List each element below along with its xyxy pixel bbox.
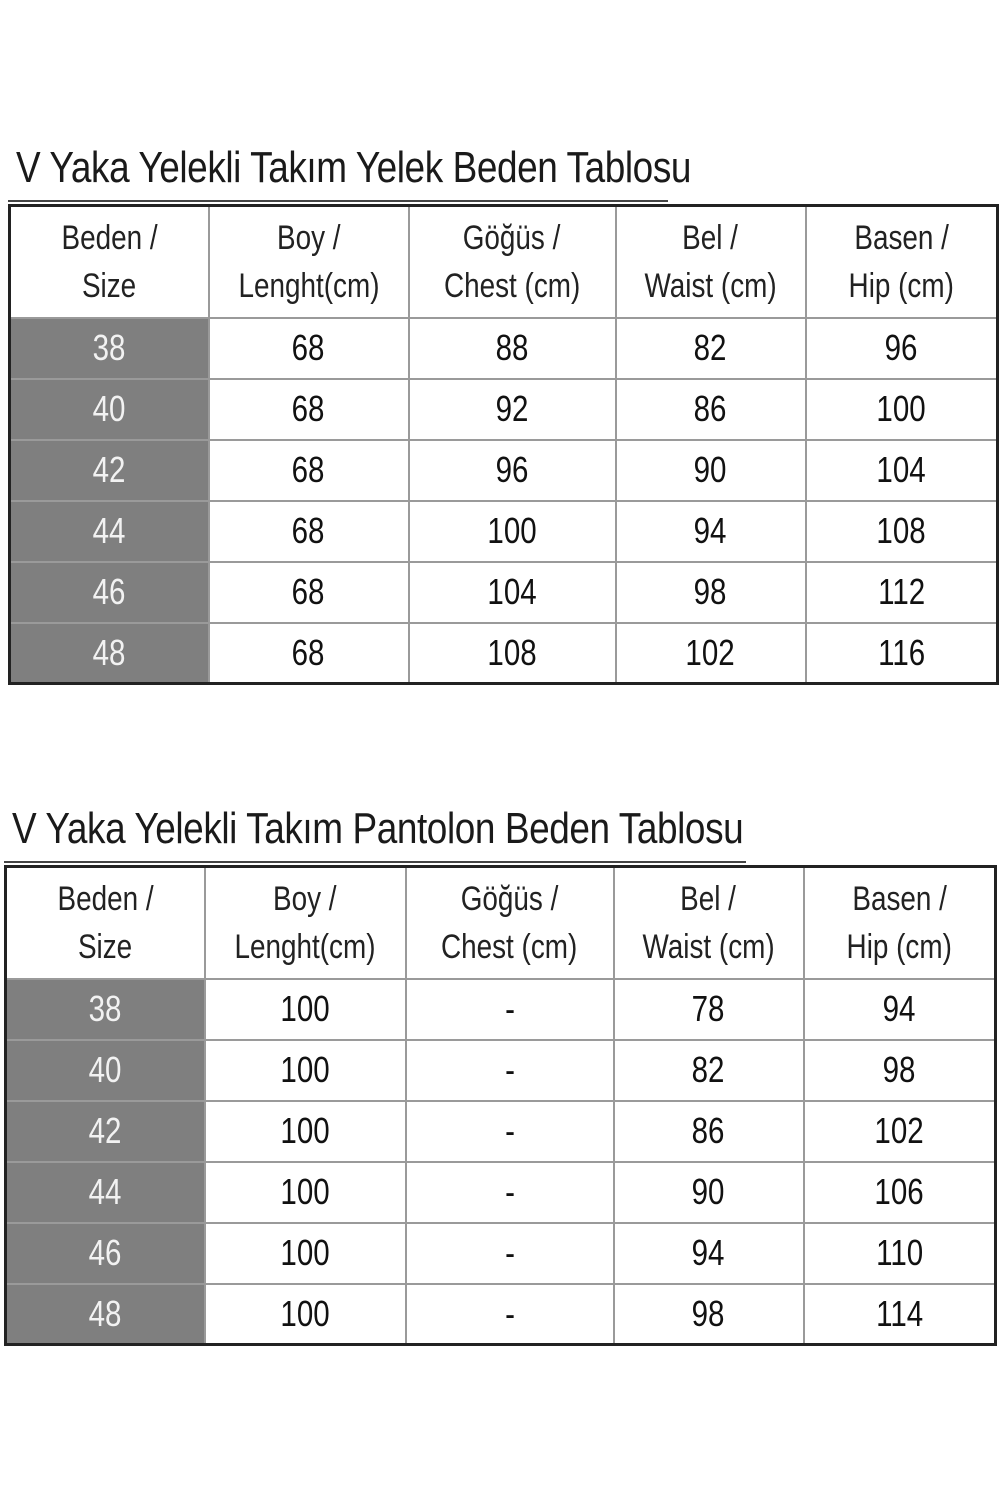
waist-value: 94 <box>692 1232 725 1273</box>
header-length-line2: Lenght(cm) <box>237 266 380 305</box>
table-row <box>10 379 998 440</box>
chest-value: - <box>504 1292 515 1334</box>
chest-value: - <box>504 1049 515 1090</box>
table-row <box>10 623 998 684</box>
chest-cell <box>409 562 616 623</box>
size-cell <box>10 379 209 440</box>
hip-value: 102 <box>874 1110 924 1151</box>
chest-value: - <box>504 1171 515 1212</box>
waist-value: 98 <box>692 1292 725 1334</box>
header-hip-line1: Basen / <box>853 218 949 257</box>
chest-value: 96 <box>495 449 529 490</box>
size-cell <box>6 979 205 1040</box>
table-row <box>6 1101 996 1162</box>
chest-cell <box>406 1284 614 1345</box>
size-cell <box>10 562 209 623</box>
header-size-line2: Size <box>78 927 133 966</box>
hip-value: 104 <box>876 449 926 490</box>
table-row <box>6 979 996 1040</box>
chest-cell <box>406 1162 614 1223</box>
length-cell <box>209 501 409 562</box>
size-cell <box>6 1040 205 1101</box>
chest-cell <box>409 501 616 562</box>
vest-title-underline <box>8 200 668 202</box>
header-hip-line2: Hip (cm) <box>846 927 952 966</box>
length-value: 100 <box>280 988 330 1029</box>
hip-cell <box>804 1162 996 1223</box>
header-chest-line2: Chest (cm) <box>443 266 581 305</box>
length-cell <box>205 1101 406 1162</box>
hip-value: 100 <box>876 388 926 429</box>
header-hip-line2: Hip (cm) <box>848 266 954 305</box>
header-chest-line2: Chest (cm) <box>441 927 578 966</box>
length-value: 100 <box>280 1232 330 1273</box>
hip-value: 108 <box>876 510 926 551</box>
chest-value: 108 <box>487 631 537 673</box>
header-length-line1: Boy / <box>273 879 337 918</box>
size-value: 42 <box>92 449 126 490</box>
waist-value: 82 <box>694 327 727 368</box>
vest-size-section <box>0 0 1000 700</box>
hip-value: 114 <box>875 1292 923 1334</box>
length-cell <box>209 623 409 684</box>
size-value: 38 <box>88 988 122 1029</box>
waist-cell <box>616 501 806 562</box>
header-waist <box>614 867 804 979</box>
header-hip <box>806 206 998 318</box>
table-row <box>6 1040 996 1101</box>
chest-cell <box>406 979 614 1040</box>
header-size <box>6 867 205 979</box>
waist-cell <box>614 1284 804 1345</box>
chest-cell <box>409 623 616 684</box>
hip-value: 110 <box>875 1232 923 1273</box>
waist-value: 90 <box>694 449 727 490</box>
header-chest <box>409 206 616 318</box>
size-value: 44 <box>92 510 126 551</box>
table-row <box>6 1284 996 1345</box>
chest-value: 104 <box>487 571 537 612</box>
hip-value: 106 <box>874 1171 924 1212</box>
chest-cell <box>409 440 616 501</box>
waist-value: 86 <box>694 388 727 429</box>
waist-value: 102 <box>685 631 736 673</box>
length-value: 68 <box>292 327 325 368</box>
chest-value: - <box>504 1110 515 1151</box>
table-row <box>10 562 998 623</box>
length-value: 68 <box>292 449 325 490</box>
pants-size-section <box>0 700 1000 1400</box>
length-cell <box>205 979 406 1040</box>
header-length-line2: Lenght(cm) <box>234 927 376 966</box>
hip-cell <box>804 979 996 1040</box>
header-size-line1: Beden / <box>57 879 154 918</box>
waist-value: 86 <box>692 1110 725 1151</box>
header-length <box>205 867 406 979</box>
header-hip <box>804 867 996 979</box>
chest-cell <box>406 1223 614 1284</box>
table-row <box>10 501 998 562</box>
header-chest-line1: Göğüs / <box>460 879 559 918</box>
chest-value: - <box>504 988 515 1029</box>
waist-cell <box>614 1223 804 1284</box>
size-value: 48 <box>92 631 126 673</box>
pants-table-title: V Yaka Yelekli Takım Pantolon Beden Tablosu <box>12 804 744 853</box>
hip-cell <box>804 1040 996 1101</box>
length-value: 68 <box>292 571 325 612</box>
hip-cell <box>804 1223 996 1284</box>
header-hip-line1: Basen / <box>851 879 947 918</box>
vest-header-row <box>10 206 998 318</box>
header-waist-line1: Bel / <box>680 879 737 918</box>
length-cell <box>205 1223 406 1284</box>
table-row <box>10 318 998 379</box>
vest-table-title: V Yaka Yelekli Takım Yelek Beden Tablosu <box>16 143 692 192</box>
header-length <box>209 206 409 318</box>
header-length-line1: Boy / <box>276 218 341 257</box>
length-value: 100 <box>280 1110 330 1151</box>
size-value: 38 <box>92 327 126 368</box>
header-size-line2: Size <box>82 266 137 305</box>
length-value: 100 <box>280 1171 330 1212</box>
size-value: 48 <box>88 1292 122 1334</box>
waist-cell <box>614 1162 804 1223</box>
header-size-line1: Beden / <box>61 218 158 257</box>
header-waist-line2: Waist (cm) <box>642 927 775 966</box>
waist-cell <box>614 1101 804 1162</box>
waist-cell <box>614 979 804 1040</box>
hip-cell <box>806 623 998 684</box>
size-cell <box>10 623 209 684</box>
header-chest-line1: Göğüs / <box>463 218 561 257</box>
length-cell <box>209 379 409 440</box>
length-cell <box>209 318 409 379</box>
chest-cell <box>409 379 616 440</box>
waist-value: 82 <box>692 1049 725 1090</box>
table-row <box>10 440 998 501</box>
length-cell <box>205 1162 406 1223</box>
size-cell <box>10 440 209 501</box>
header-size <box>10 206 209 318</box>
size-value: 42 <box>88 1110 122 1151</box>
waist-cell <box>616 440 806 501</box>
waist-cell <box>616 379 806 440</box>
size-value: 44 <box>88 1171 122 1212</box>
size-value: 46 <box>88 1232 122 1273</box>
size-cell <box>10 318 209 379</box>
size-cell <box>10 501 209 562</box>
hip-cell <box>806 379 998 440</box>
length-value: 100 <box>280 1292 330 1334</box>
length-value: 68 <box>292 388 325 429</box>
length-cell <box>209 562 409 623</box>
waist-value: 90 <box>692 1171 725 1212</box>
length-value: 100 <box>280 1049 330 1090</box>
header-chest <box>406 867 614 979</box>
hip-value: 94 <box>882 988 916 1029</box>
header-waist <box>616 206 806 318</box>
hip-value: 116 <box>877 631 925 673</box>
table-row <box>6 1223 996 1284</box>
length-value: 68 <box>292 631 325 673</box>
size-cell <box>6 1162 205 1223</box>
size-cell <box>6 1101 205 1162</box>
length-cell <box>205 1040 406 1101</box>
length-cell <box>205 1284 406 1345</box>
size-cell <box>6 1284 205 1345</box>
hip-cell <box>806 318 998 379</box>
vest-size-table <box>8 204 999 685</box>
pants-header-row <box>6 867 996 979</box>
hip-cell <box>806 440 998 501</box>
hip-value: 112 <box>877 571 925 612</box>
size-value: 40 <box>92 388 126 429</box>
hip-cell <box>806 562 998 623</box>
length-cell <box>209 440 409 501</box>
chest-cell <box>409 318 616 379</box>
chest-cell <box>406 1101 614 1162</box>
chest-value: - <box>504 1232 515 1273</box>
hip-cell <box>804 1101 996 1162</box>
hip-cell <box>806 501 998 562</box>
chest-value: 100 <box>487 510 537 551</box>
table-row <box>6 1162 996 1223</box>
waist-cell <box>614 1040 804 1101</box>
hip-value: 96 <box>884 327 918 368</box>
size-cell <box>6 1223 205 1284</box>
waist-cell <box>616 623 806 684</box>
hip-cell <box>804 1284 996 1345</box>
waist-cell <box>616 562 806 623</box>
header-waist-line2: Waist (cm) <box>644 266 777 305</box>
hip-value: 98 <box>882 1049 916 1090</box>
header-waist-line1: Bel / <box>682 218 739 257</box>
size-value: 40 <box>88 1049 122 1090</box>
pants-title-underline <box>4 861 746 863</box>
chest-cell <box>406 1040 614 1101</box>
waist-value: 78 <box>692 988 725 1029</box>
waist-value: 94 <box>694 510 727 551</box>
waist-cell <box>616 318 806 379</box>
chest-value: 92 <box>495 388 529 429</box>
size-value: 46 <box>92 571 126 612</box>
length-value: 68 <box>292 510 325 551</box>
waist-value: 98 <box>694 571 727 612</box>
chest-value: 88 <box>495 327 529 368</box>
pants-size-table <box>4 865 997 1346</box>
